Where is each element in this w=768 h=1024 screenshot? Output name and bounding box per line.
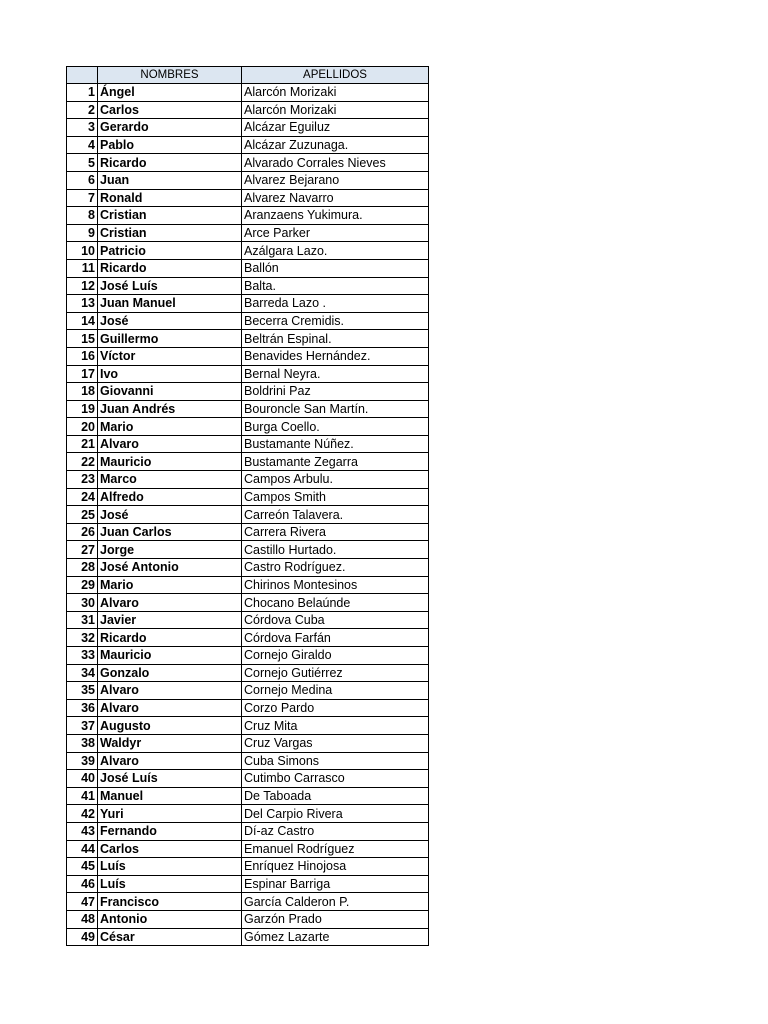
row-number: 1: [67, 84, 98, 102]
row-number: 37: [67, 717, 98, 735]
row-apellido: Gómez Lazarte: [242, 928, 429, 946]
table-row: [67, 541, 429, 559]
table-row: [67, 312, 429, 330]
row-nombre: Cristian: [98, 207, 242, 225]
row-apellido: Cornejo Giraldo: [242, 647, 429, 665]
row-nombre: Ricardo: [98, 629, 242, 647]
table-row: [67, 259, 429, 277]
row-apellido: Enríquez Hinojosa: [242, 858, 429, 876]
row-apellido: Bustamante Zegarra: [242, 453, 429, 471]
table-row: [67, 295, 429, 313]
table-row: [67, 664, 429, 682]
table-row: [67, 224, 429, 242]
row-number: 33: [67, 647, 98, 665]
row-nombre: Juan Carlos: [98, 523, 242, 541]
row-number: 49: [67, 928, 98, 946]
row-apellido: Cuba Simons: [242, 752, 429, 770]
row-number: 15: [67, 330, 98, 348]
row-nombre: Augusto: [98, 717, 242, 735]
table-row: [67, 400, 429, 418]
row-number: 10: [67, 242, 98, 260]
row-nombre: Cristian: [98, 224, 242, 242]
row-apellido: Corzo Pardo: [242, 699, 429, 717]
row-nombre: Víctor: [98, 347, 242, 365]
row-number: 39: [67, 752, 98, 770]
table-row: [67, 787, 429, 805]
row-apellido: Alarcón Morizaki: [242, 101, 429, 119]
row-number: 14: [67, 312, 98, 330]
row-number: 32: [67, 629, 98, 647]
row-number: 46: [67, 875, 98, 893]
row-nombre: Mario: [98, 576, 242, 594]
table-row: [67, 822, 429, 840]
row-number: 23: [67, 471, 98, 489]
row-nombre: Waldyr: [98, 734, 242, 752]
row-apellido: Boldrini Paz: [242, 383, 429, 401]
row-apellido: Alvarez Navarro: [242, 189, 429, 207]
row-apellido: Barreda Lazo .: [242, 295, 429, 313]
row-nombre: César: [98, 928, 242, 946]
row-number: 21: [67, 435, 98, 453]
row-apellido: De Taboada: [242, 787, 429, 805]
row-apellido: Chocano Belaúnde: [242, 594, 429, 612]
row-nombre: Jorge: [98, 541, 242, 559]
row-nombre: Patricio: [98, 242, 242, 260]
row-nombre: Mauricio: [98, 453, 242, 471]
row-nombre: Alfredo: [98, 488, 242, 506]
row-number: 43: [67, 822, 98, 840]
table-row: [67, 893, 429, 911]
row-nombre: Alvaro: [98, 752, 242, 770]
row-number: 28: [67, 559, 98, 577]
row-nombre: Alvaro: [98, 699, 242, 717]
row-apellido: Bustamante Núñez.: [242, 435, 429, 453]
row-number: 12: [67, 277, 98, 295]
row-number: 25: [67, 506, 98, 524]
row-number: 11: [67, 259, 98, 277]
table-row: [67, 840, 429, 858]
row-apellido: Ballón: [242, 259, 429, 277]
table-row: [67, 858, 429, 876]
table-row: [67, 418, 429, 436]
row-apellido: Castro Rodríguez.: [242, 559, 429, 577]
table-row: [67, 347, 429, 365]
row-apellido: Garzón Prado: [242, 910, 429, 928]
row-nombre: Ricardo: [98, 259, 242, 277]
header-apellidos: APELLIDOS: [242, 67, 429, 84]
table-row: [67, 171, 429, 189]
row-apellido: Del Carpio Rivera: [242, 805, 429, 823]
row-number: 20: [67, 418, 98, 436]
row-apellido: Castillo Hurtado.: [242, 541, 429, 559]
row-apellido: Cruz Mita: [242, 717, 429, 735]
row-number: 17: [67, 365, 98, 383]
row-apellido: García Calderon P.: [242, 893, 429, 911]
row-number: 34: [67, 664, 98, 682]
row-number: 16: [67, 347, 98, 365]
table-row: [67, 717, 429, 735]
table-row: [67, 435, 429, 453]
row-number: 30: [67, 594, 98, 612]
row-nombre: Juan Andrés: [98, 400, 242, 418]
table-row: [67, 523, 429, 541]
row-nombre: Ricardo: [98, 154, 242, 172]
table-row: [67, 330, 429, 348]
row-number: 2: [67, 101, 98, 119]
row-nombre: Fernando: [98, 822, 242, 840]
row-nombre: Juan: [98, 171, 242, 189]
table-row: [67, 875, 429, 893]
row-nombre: Pablo: [98, 136, 242, 154]
row-apellido: Espinar Barriga: [242, 875, 429, 893]
table-row: [67, 453, 429, 471]
row-apellido: Arce Parker: [242, 224, 429, 242]
row-number: 6: [67, 171, 98, 189]
row-apellido: Córdova Farfán: [242, 629, 429, 647]
table-row: [67, 471, 429, 489]
row-nombre: Juan Manuel: [98, 295, 242, 313]
row-number: 7: [67, 189, 98, 207]
row-apellido: Cutimbo Carrasco: [242, 770, 429, 788]
row-nombre: Gonzalo: [98, 664, 242, 682]
table-row: [67, 611, 429, 629]
row-nombre: Marco: [98, 471, 242, 489]
table-row: [67, 242, 429, 260]
header-nombres: NOMBRES: [98, 67, 242, 84]
table-row: [67, 365, 429, 383]
row-number: 41: [67, 787, 98, 805]
table-row: [67, 189, 429, 207]
table-row: [67, 383, 429, 401]
table-row: [67, 928, 429, 946]
row-apellido: Carreón Talavera.: [242, 506, 429, 524]
row-number: 27: [67, 541, 98, 559]
table-row: [67, 734, 429, 752]
table-row: [67, 136, 429, 154]
row-nombre: Guillermo: [98, 330, 242, 348]
row-apellido: Aranzaens Yukimura.: [242, 207, 429, 225]
row-nombre: Manuel: [98, 787, 242, 805]
row-apellido: Dí-az Castro: [242, 822, 429, 840]
row-number: 29: [67, 576, 98, 594]
row-number: 38: [67, 734, 98, 752]
row-nombre: Yuri: [98, 805, 242, 823]
row-apellido: Alarcón Morizaki: [242, 84, 429, 102]
row-number: 18: [67, 383, 98, 401]
row-nombre: Ángel: [98, 84, 242, 102]
row-nombre: José Luís: [98, 770, 242, 788]
row-apellido: Becerra Cremidis.: [242, 312, 429, 330]
row-apellido: Benavides Hernández.: [242, 347, 429, 365]
row-nombre: Mauricio: [98, 647, 242, 665]
row-apellido: Alvarez Bejarano: [242, 171, 429, 189]
row-apellido: Alcázar Zuzunaga.: [242, 136, 429, 154]
row-number: 9: [67, 224, 98, 242]
row-nombre: José Antonio: [98, 559, 242, 577]
table-row: [67, 559, 429, 577]
row-number: 36: [67, 699, 98, 717]
row-apellido: Córdova Cuba: [242, 611, 429, 629]
row-nombre: Ivo: [98, 365, 242, 383]
row-nombre: Luís: [98, 858, 242, 876]
row-number: 48: [67, 910, 98, 928]
table-row: [67, 647, 429, 665]
row-apellido: Azálgara Lazo.: [242, 242, 429, 260]
row-nombre: Francisco: [98, 893, 242, 911]
row-apellido: Alvarado Corrales Nieves: [242, 154, 429, 172]
table-row: [67, 682, 429, 700]
names-table: [66, 66, 429, 946]
table-row: [67, 101, 429, 119]
row-number: 44: [67, 840, 98, 858]
row-apellido: Bouroncle San Martín.: [242, 400, 429, 418]
row-number: 8: [67, 207, 98, 225]
row-nombre: José Luís: [98, 277, 242, 295]
header-row: [67, 67, 429, 84]
row-apellido: Campos Arbulu.: [242, 471, 429, 489]
row-apellido: Emanuel Rodríguez: [242, 840, 429, 858]
row-apellido: Cornejo Medina: [242, 682, 429, 700]
row-apellido: Balta.: [242, 277, 429, 295]
row-nombre: Ronald: [98, 189, 242, 207]
table-row: [67, 910, 429, 928]
table-row: [67, 154, 429, 172]
table-row: [67, 576, 429, 594]
table-row: [67, 488, 429, 506]
table-row: [67, 207, 429, 225]
row-number: 4: [67, 136, 98, 154]
table-row: [67, 506, 429, 524]
row-nombre: José: [98, 312, 242, 330]
table-row: [67, 84, 429, 102]
header-number: [67, 67, 98, 84]
row-number: 19: [67, 400, 98, 418]
row-nombre: Luís: [98, 875, 242, 893]
row-apellido: Chirinos Montesinos: [242, 576, 429, 594]
table-row: [67, 805, 429, 823]
row-nombre: Alvaro: [98, 682, 242, 700]
row-nombre: Giovanni: [98, 383, 242, 401]
row-nombre: Mario: [98, 418, 242, 436]
row-number: 35: [67, 682, 98, 700]
row-apellido: Cruz Vargas: [242, 734, 429, 752]
table-row: [67, 770, 429, 788]
row-nombre: Carlos: [98, 840, 242, 858]
row-number: 3: [67, 119, 98, 137]
row-number: 42: [67, 805, 98, 823]
row-apellido: Alcázar Eguiluz: [242, 119, 429, 137]
row-number: 24: [67, 488, 98, 506]
row-apellido: Carrera Rivera: [242, 523, 429, 541]
row-apellido: Campos Smith: [242, 488, 429, 506]
row-apellido: Beltrán Espinal.: [242, 330, 429, 348]
row-number: 47: [67, 893, 98, 911]
table-row: [67, 699, 429, 717]
table-row: [67, 119, 429, 137]
row-number: 45: [67, 858, 98, 876]
row-number: 40: [67, 770, 98, 788]
row-number: 26: [67, 523, 98, 541]
table-row: [67, 594, 429, 612]
table-body: [67, 84, 429, 946]
table-row: [67, 629, 429, 647]
row-nombre: Javier: [98, 611, 242, 629]
row-number: 5: [67, 154, 98, 172]
row-nombre: Carlos: [98, 101, 242, 119]
row-nombre: Alvaro: [98, 594, 242, 612]
row-apellido: Burga Coello.: [242, 418, 429, 436]
row-number: 22: [67, 453, 98, 471]
table-row: [67, 752, 429, 770]
row-nombre: José: [98, 506, 242, 524]
row-nombre: Antonio: [98, 910, 242, 928]
row-nombre: Gerardo: [98, 119, 242, 137]
table-row: [67, 277, 429, 295]
row-apellido: Bernal Neyra.: [242, 365, 429, 383]
row-nombre: Alvaro: [98, 435, 242, 453]
row-number: 31: [67, 611, 98, 629]
row-apellido: Cornejo Gutiérrez: [242, 664, 429, 682]
row-number: 13: [67, 295, 98, 313]
